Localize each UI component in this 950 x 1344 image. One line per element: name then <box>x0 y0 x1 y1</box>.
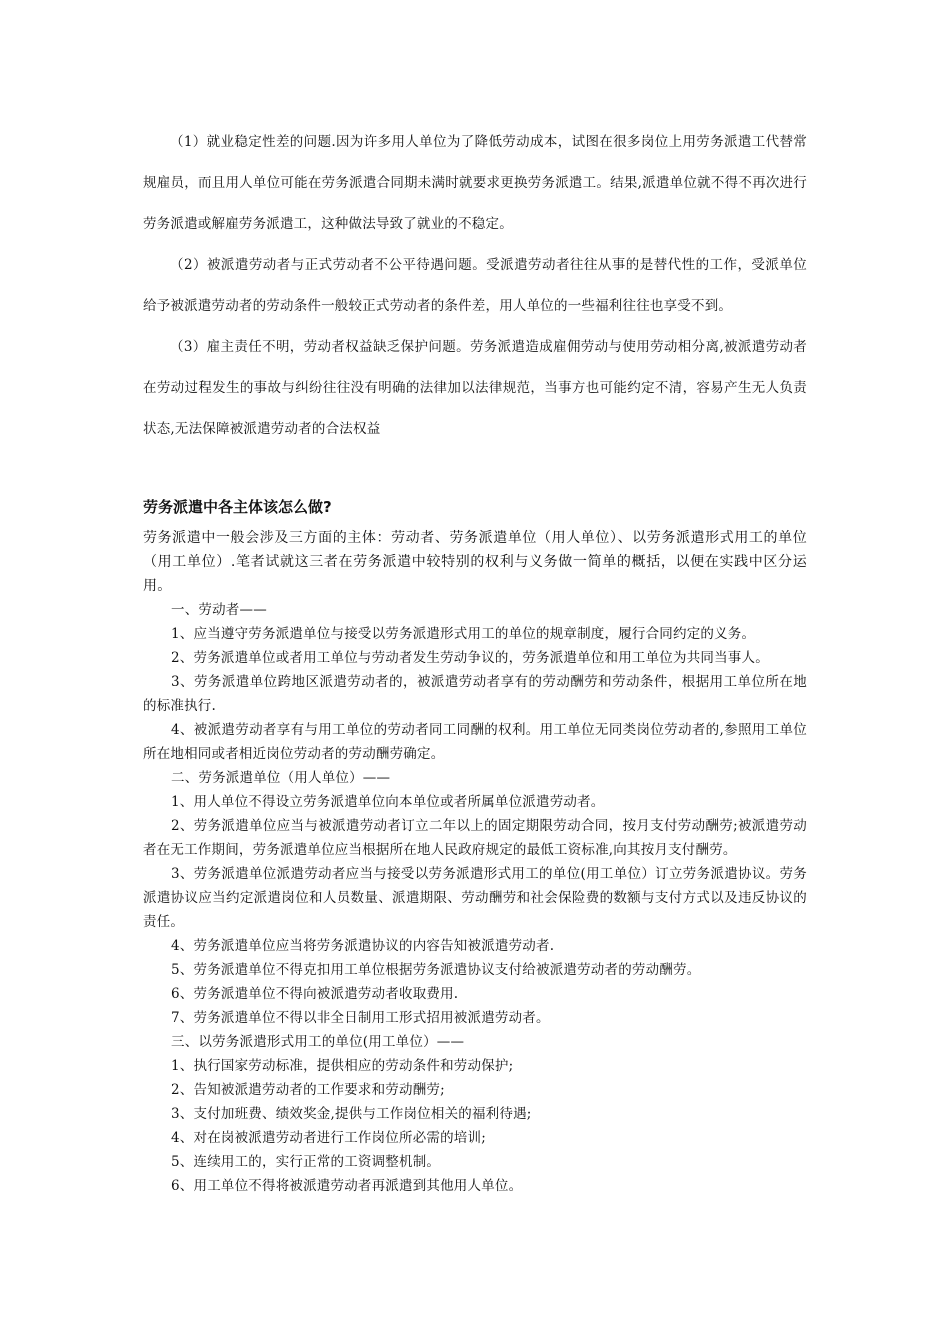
problem-paragraph: （1）就业稳定性差的问题.因为许多用人单位为了降低劳动成本，试图在很多岗位上用劳务派遣工代替常规雇员，而且用人单位可能在劳务派遣合同期未满时就要求更换劳务派遣工。结果,派遣单位就不得不再次进行劳务派遣或解雇劳务派遣工，这种做法导致了就业的不稳定。 <box>143 134 807 232</box>
list-item: 2、劳务派遣单位或者用工单位与劳动者发生劳动争议的，劳务派遣单位和用工单位为共同当事人。 <box>171 650 769 666</box>
list-item: 4、对在岗被派遣劳动者进行工作岗位所必需的培训; <box>171 1130 486 1146</box>
subjects-section <box>143 496 807 1198</box>
list-item: 6、劳务派遣单位不得向被派遣劳动者收取费用. <box>171 986 459 1002</box>
list-item: 1、执行国家劳动标准，提供相应的劳动条件和劳动保护; <box>171 1058 514 1074</box>
list-item: 5、劳务派遣单位不得克扣用工单位根据劳务派遣协议支付给被派遣劳动者的劳动酬劳。 <box>171 962 701 978</box>
list-item: 6、用工单位不得将被派遣劳动者再派遣到其他用人单位。 <box>171 1178 523 1194</box>
list-item: 3、劳务派遣单位跨地区派遣劳动者的，被派遣劳动者享有的劳动酬劳和劳动条件，根据用工单位所在地的标准执行. <box>143 674 807 714</box>
list-item: 5、连续用工的，实行正常的工资调整机制。 <box>171 1154 441 1170</box>
list-item: 2、劳务派遣单位应当与被派遣劳动者订立二年以上的固定期限劳动合同，按月支付劳动酬劳;被派遣劳动者在无工作期间，劳务派遣单位应当根据所在地人民政府规定的最低工资标准,向其按月支付酬劳。 <box>143 818 807 858</box>
list-item: 4、被派遣劳动者享有与用工单位的劳动者同工同酬的权利。用工单位无同类岗位劳动者的,参照用工单位所在地相同或者相近岗位劳动者的劳动酬劳确定。 <box>143 722 807 762</box>
section-heading-employing-unit: 三、以劳务派遣形式用工的单位(用工单位）—— <box>171 1034 465 1050</box>
section-heading-worker: 一、劳动者—— <box>171 602 267 618</box>
list-item: 1、应当遵守劳务派遣单位与接受以劳务派遣形式用工的单位的规章制度，履行合同约定的义务。 <box>171 626 756 642</box>
section-intro: 劳务派遣中一般会涉及三方面的主体：劳动者、劳务派遣单位（用人单位）、以劳务派遣形式用工的单位（用工单位）.笔者试就这三者在劳务派遣中较特别的权利与义务做一简单的概括，以便在实践中区分运用。 <box>143 530 807 594</box>
section-title: 劳务派遣中各主体该怎么做? <box>143 498 332 516</box>
problems-block <box>143 122 807 450</box>
list-item: 3、劳务派遣单位派遣劳动者应当与接受以劳务派遣形式用工的单位(用工单位）订立劳务派遣协议。劳务派遣协议应当约定派遣岗位和人员数量、派遣期限、劳动酬劳和社会保险费的数额与支付方式以及违反协议的责任。 <box>143 866 807 930</box>
list-item: 2、告知被派遣劳动者的工作要求和劳动酬劳; <box>171 1082 445 1098</box>
problem-paragraph: （2）被派遣劳动者与正式劳动者不公平待遇问题。受派遣劳动者往往从事的是替代性的工作，受派单位给予被派遣劳动者的劳动条件一般较正式劳动者的条件差，用人单位的一些福利往往也享受不到。 <box>143 257 807 314</box>
list-item: 1、用人单位不得设立劳务派遣单位向本单位或者所属单位派遣劳动者。 <box>171 794 605 810</box>
section-heading-dispatch-unit: 二、劳务派遣单位（用人单位）—— <box>171 770 391 786</box>
list-item: 7、劳务派遣单位不得以非全日制用工形式招用被派遣劳动者。 <box>171 1010 550 1026</box>
list-item: 3、支付加班费、绩效奖金,提供与工作岗位相关的福利待遇; <box>171 1106 532 1122</box>
list-item: 4、劳务派遣单位应当将劳务派遣协议的内容告知被派遣劳动者. <box>171 938 555 954</box>
problem-paragraph: （3）雇主责任不明，劳动者权益缺乏保护问题。劳务派遣造成雇佣劳动与使用劳动相分离,被派遣劳动者在劳动过程发生的事故与纠纷往往没有明确的法律加以法律规范，当事方也可能约定不清，容易产生无人负责状态,无法保障被派遣劳动者的合法权益 <box>143 339 807 437</box>
